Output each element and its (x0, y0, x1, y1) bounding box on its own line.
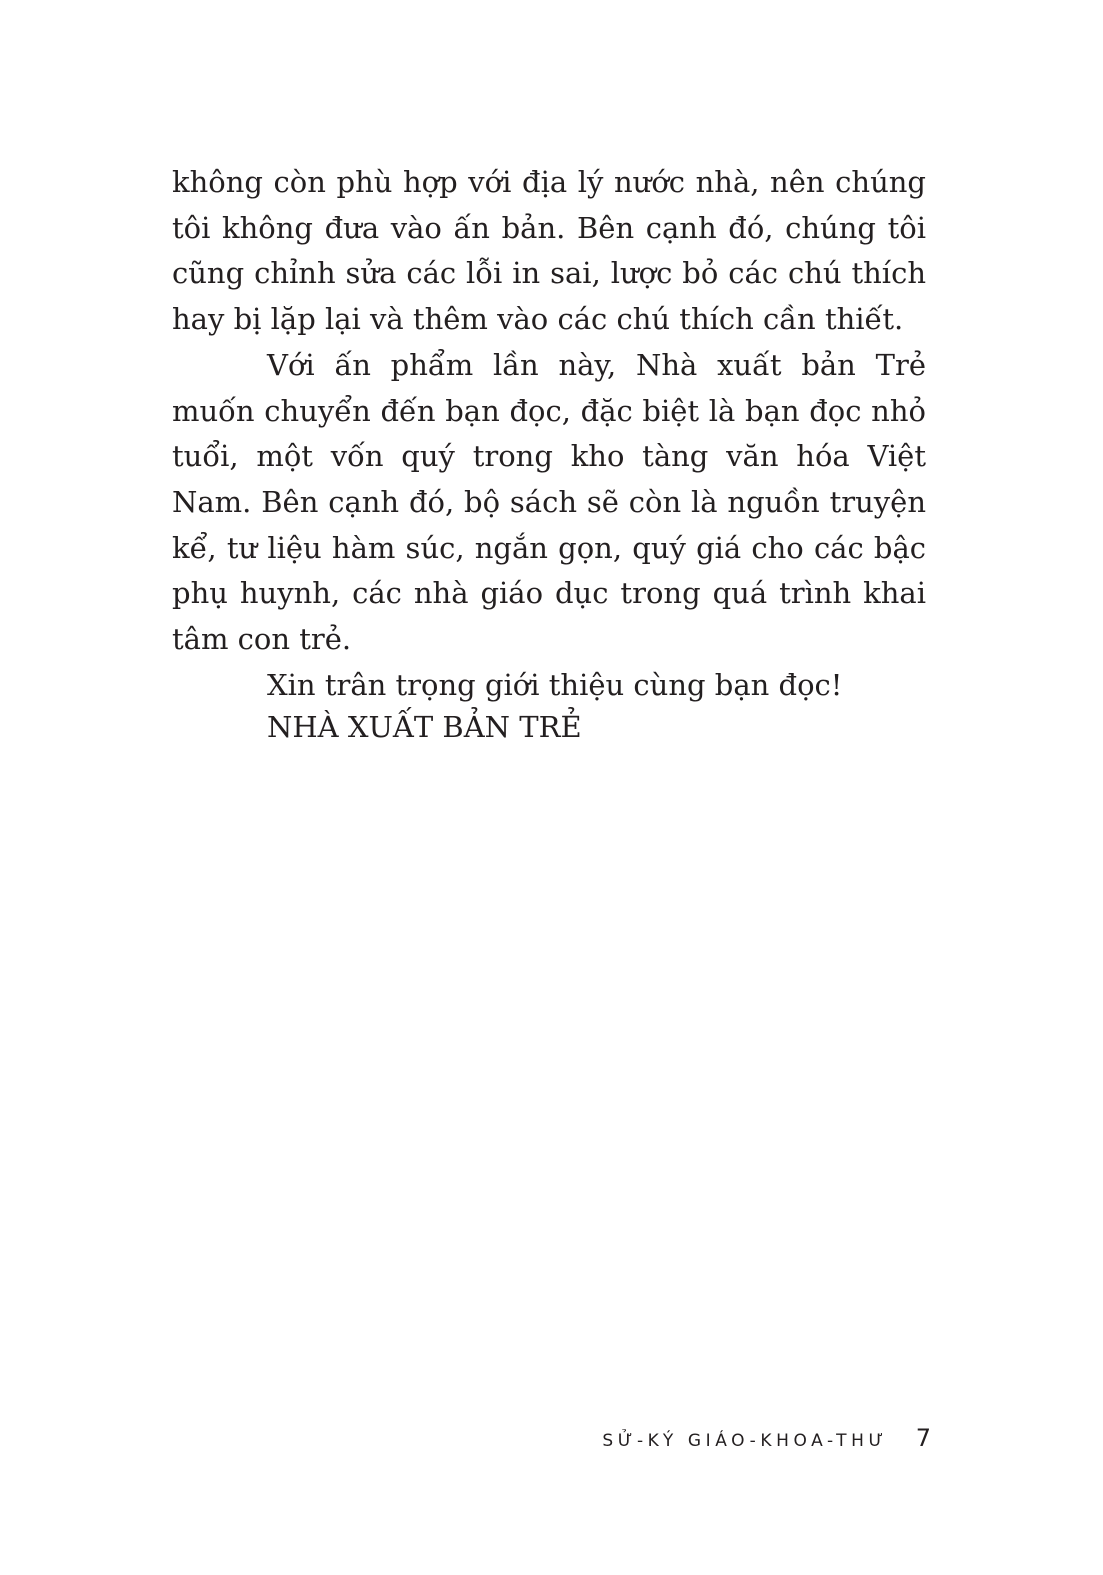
page-number: 7 (915, 1424, 931, 1452)
publisher-signature: NHÀ XUẤT BẢN TRẺ (267, 710, 582, 744)
paragraph-continuation: không còn phù hợp với địa lý nước nhà, nên chúng tôi không đưa vào ấn bản. Bên cạnh đó, chúng tôi cũng chỉnh sửa các lỗi in sai, lược bỏ các chú thích hay bị lặp lại và thêm vào các chú thích cần thiết. (172, 165, 926, 337)
paragraph-closing: Xin trân trọng giới thiệu cùng bạn đọc! (267, 667, 843, 702)
paragraph-publication-intent: Với ấn phẩm lần này, Nhà xuất bản Trẻ muốn chuyển đến bạn đọc, đặc biệt là bạn đọc nhỏ tuổi, một vốn quý trong kho tàng văn hóa Việt Nam. Bên cạnh đó, bộ sách sẽ còn là nguồn truyện kể, tư liệu hàm súc, ngắn gọn, quý giá cho các bậc phụ huynh, các nhà giáo dục trong quá trình khai tâm con trẻ. (172, 347, 926, 657)
page-footer (602, 1424, 931, 1452)
running-title: SỬ-KÝ GIÁO-KHOA-THƯ (602, 1431, 888, 1451)
body-text (172, 160, 926, 708)
